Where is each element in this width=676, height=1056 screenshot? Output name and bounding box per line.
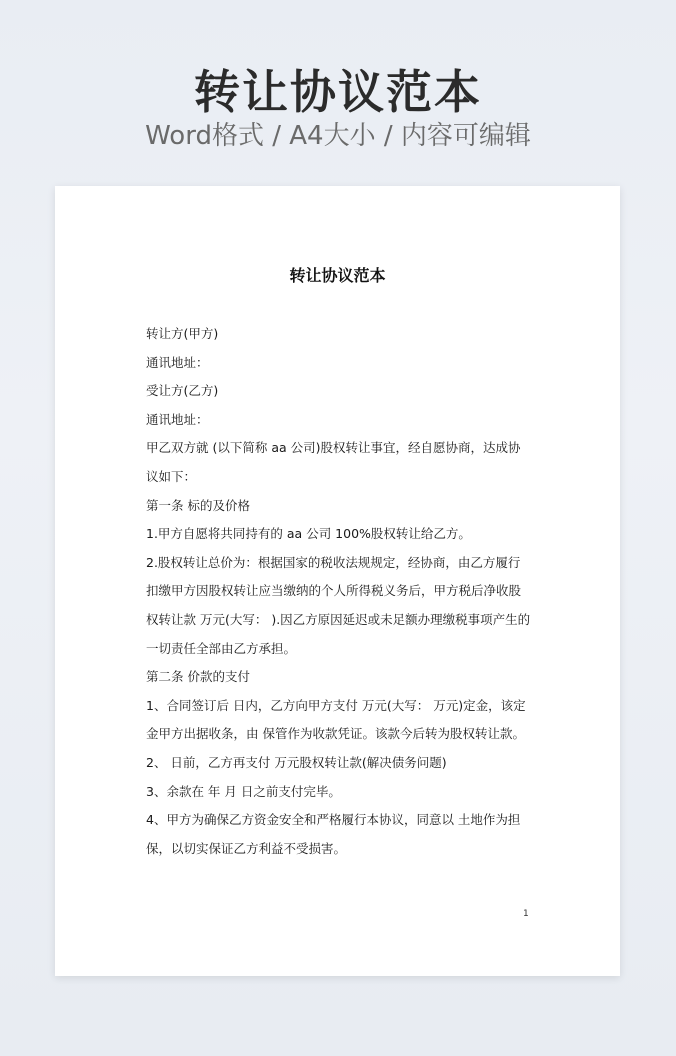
party-a-address: 通讯地址： <box>146 354 209 370</box>
party-b-label: 受让方(乙方) <box>146 383 219 399</box>
article-2-heading: 第二条 价款的支付 <box>146 669 250 685</box>
article-2-clause-2: 2、 日前，乙方再支付 万元股权转让款(解决债务问题) <box>146 754 447 770</box>
article-2-clause-3: 3、余款在 年 月 日之前支付完毕。 <box>146 783 341 799</box>
party-a-label: 转让方(甲方) <box>146 326 219 341</box>
article-2-clause-1: 1、合同签订后 日内，乙方向甲方支付 万元(大写： 万元)定金，该定金甲方出据收条，由 保管作为收款凭证。该款今后转为股权转让款。 <box>146 697 526 742</box>
article-1-clause-1: 1.甲方自愿将共同持有的 aa 公司 100%股权转让给乙方。 <box>146 526 471 542</box>
banner-subtitle: Word格式 / A4大小 / 内容可编辑 <box>145 121 531 151</box>
article-1-clause-2: 2.股权转让总价为：根据国家的税收法规规定，经协商，由乙方履行扣缴甲方因股权转让应当缴纳的个人所得税义务后，甲方税后净收股权转让款 万元(大写： ).因乙方原因延迟或未足额办理缴税事项产生的一切责任全部由乙方承担。 <box>146 554 531 656</box>
document-title: 转让协议范本 <box>289 266 386 285</box>
preamble-paragraph: 甲乙双方就 (以下简称 aa 公司)股权转让事宜，经自愿协商，达成协议如下： <box>146 440 521 484</box>
party-b-address: 通讯地址： <box>146 411 209 427</box>
page-number: 1 <box>523 909 529 919</box>
article-2-clause-4: 4、甲方为确保乙方资金安全和严格履行本协议，同意以 土地作为担保，以切实保证乙方利益不受损害。 <box>146 812 521 856</box>
article-1-heading: 第一条 标的及价格 <box>146 497 250 513</box>
document-page <box>55 186 620 976</box>
banner-title: 转让协议范本 <box>194 65 482 119</box>
document-body <box>146 320 531 863</box>
